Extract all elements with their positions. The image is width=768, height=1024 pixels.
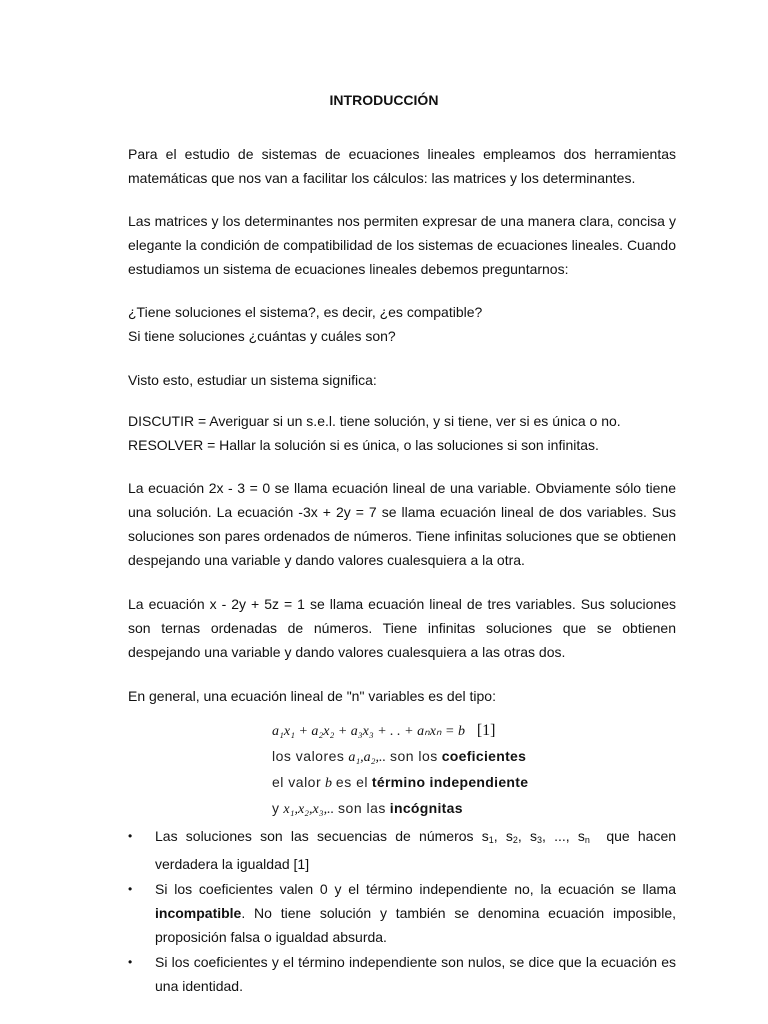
unknowns-term: incógnitas	[389, 800, 463, 816]
subscript-2: 2	[512, 835, 518, 845]
bullet-2-text: Si los coeficientes valen 0 y el término independiente no, la ecuación se llama	[155, 881, 676, 897]
subscript-1: 1	[488, 835, 494, 845]
bullet-2-bold: incompatible	[155, 905, 242, 921]
list-item	[128, 877, 676, 949]
coefficients-mid: son los	[389, 748, 438, 764]
subscript-n: n	[584, 835, 590, 845]
formula-independent-line	[272, 770, 572, 796]
list-item	[128, 950, 676, 998]
definition-resolver: RESOLVER = Hallar la solución si es única, o las soluciones si son infinitas.	[128, 437, 599, 453]
list-item: • Las soluciones son las secuencias de números $s_1$, $s_2$, $s_3$, ..., $s_n$ que hacen verdadera la igualdad [1]	[128, 824, 676, 876]
independent-term: término independiente	[371, 774, 529, 790]
bullet-list	[128, 824, 676, 999]
definitions-block	[128, 409, 676, 457]
unknowns-intro: y	[272, 800, 280, 816]
bullet-3-text: Si los coeficientes y el término independiente son nulos, se dice que la ecuación es una identidad.	[155, 954, 676, 994]
paragraph-ecuacion-3: La ecuación x - 2y + 5z = 1 se llama ecuación lineal de tres variables. Sus soluciones son ternas ordenadas de números. Tiene infinitas soluciones que se obtienen despejando una variable y dando valores cualesquiera a las otras dos.	[128, 596, 676, 660]
unknowns-mid: son las	[338, 800, 386, 816]
independent-intro: el valor	[272, 774, 322, 790]
bullet-icon: •	[128, 955, 133, 969]
bullet-2-tail: . No tiene solución y también se denomina ecuación imposible, proposición falsa o igualdad absurda.	[155, 905, 676, 945]
independent-var: b	[325, 776, 333, 791]
bullet-icon: •	[128, 882, 133, 896]
linear-equation: a₁x₁ + a₂x₂ + a₃x₃ + . . + aₙxₙ = b	[272, 724, 465, 739]
paragraph-ecuaciones-1-2: La ecuación 2x - 3 = 0 se llama ecuación lineal de una variable. Obviamente sólo tiene una solución. La ecuación -3x + 2y = 7 se llama ecuación lineal de dos variables. Sus soluciones son pares ordenados de números. Tiene infinitas soluciones que se obtienen despejando una variable y dando valores cualesquiera a la otra.	[128, 480, 676, 568]
independent-mid: es el	[335, 774, 368, 790]
questions-block	[128, 300, 676, 348]
unknowns-vars: x₁,x₂,x₃,..	[283, 802, 335, 817]
paragraph-visto: Visto esto, estudiar un sistema significa:	[128, 372, 377, 388]
question-2: Si tiene soluciones ¿cuántas y cuáles son?	[128, 328, 396, 344]
paragraph-general: En general, una ecuación lineal de "n" variables es del tipo:	[128, 688, 496, 704]
formula-unknowns-line	[272, 796, 572, 822]
formula-block	[272, 718, 572, 822]
bullet-icon: •	[128, 829, 133, 843]
formula-equation-line	[272, 718, 572, 744]
definition-discutir: DISCUTIR = Averiguar si un s.e.l. tiene solución, y si tiene, ver si es única o no.	[128, 413, 621, 429]
coefficients-term: coeficientes	[441, 748, 527, 764]
page-title: INTRODUCCIÓN	[329, 92, 439, 108]
subscript-3: 3	[536, 835, 542, 845]
formula-coefficients-line	[272, 744, 572, 770]
coefficients-intro: los valores	[272, 748, 345, 764]
paragraph-matrices: Las matrices y los determinantes nos permiten expresar de una manera clara, concisa y elegante la condición de compatibilidad de los sistemas de ecuaciones lineales. Cuando estudiamos un sistema de ecuaciones lineales debemos preguntarnos:	[128, 213, 676, 277]
bullet-1-tail: que hacen verdadera la igualdad [1]	[155, 828, 677, 872]
coefficients-vars: a₁,a₂,..	[348, 750, 387, 765]
paragraph-intro: Para el estudio de sistemas de ecuaciones lineales empleamos dos herramientas matemáticas que nos van a facilitar los cálculos: las matrices y los determinantes.	[128, 146, 676, 186]
equation-reference: [1]	[476, 722, 496, 739]
question-1: ¿Tiene soluciones el sistema?, es decir, ¿es compatible?	[128, 304, 483, 320]
bullet-1-text: Las soluciones son las secuencias de números s	[155, 828, 489, 844]
